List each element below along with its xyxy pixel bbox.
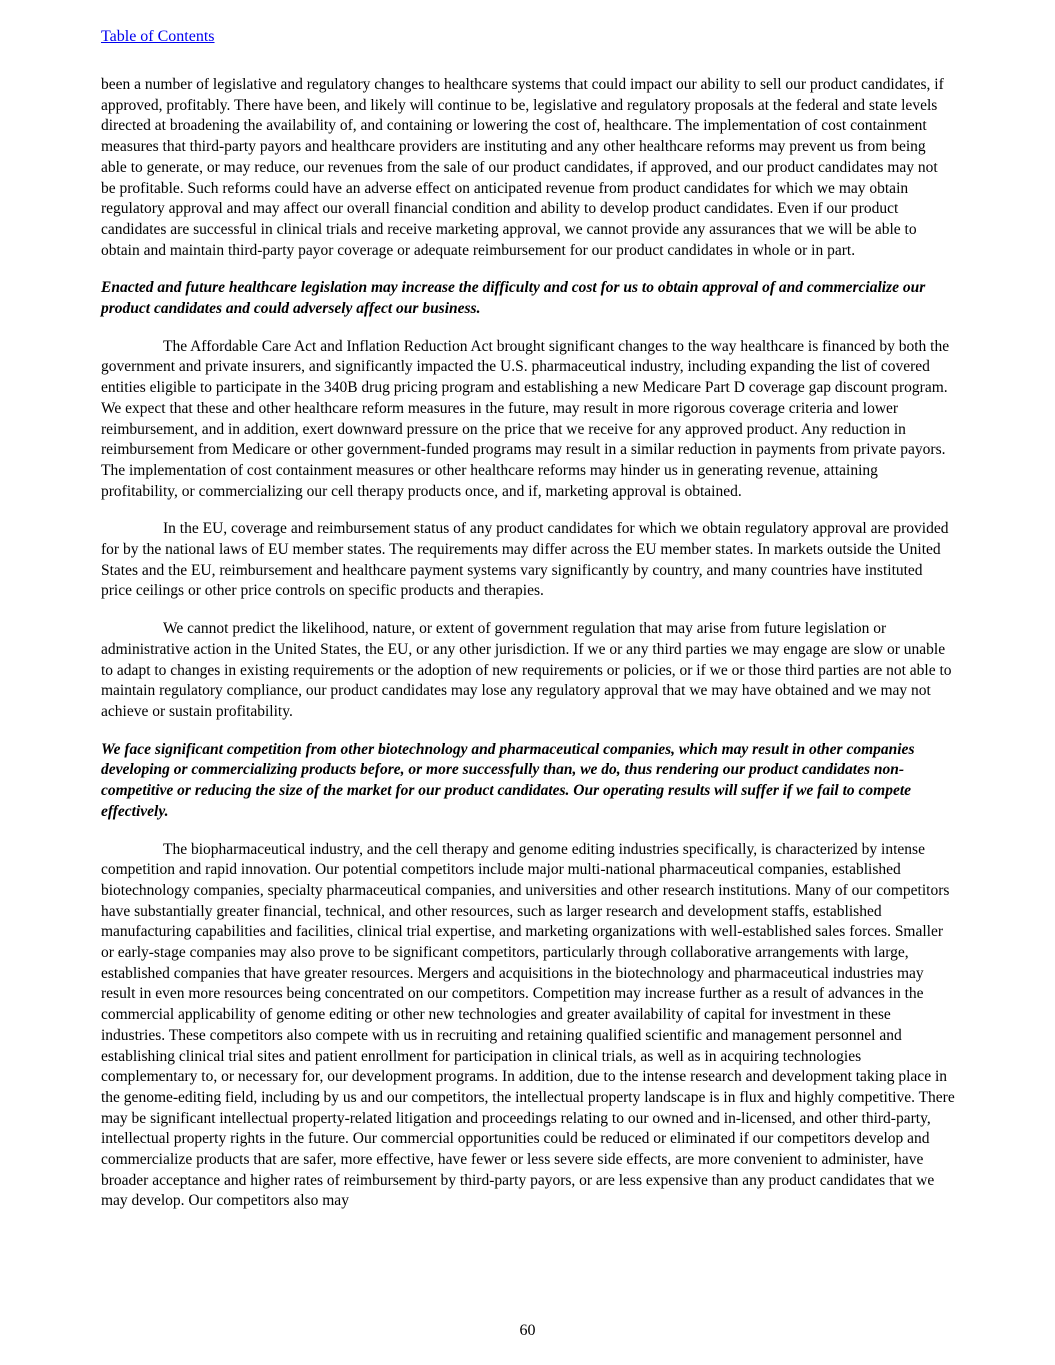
paragraph-government-regulation: We cannot predict the likelihood, nature, or extent of government regulation that may arise from future legislation or administrative action in the United States, the EU, or any other jurisdiction. If we or any third parties we may engage are slow or unable to adapt to changes in existing requirements or the adoption of new requirements or policies, or if we or those third parties are not able to maintain regulatory compliance, our product candidates may lose any regulatory approval that we may have obtained and we may not achieve or sustain profitability. <box>101 620 952 720</box>
paragraph-competition-details: The biopharmaceutical industry, and the cell therapy and genome editing industries specifically, is characterized by intense competition and rapid innovation. Our potential competitors include major multi-national pharmaceutical companies, established biotechnology companies, specialty pharmaceutical companies, and universities and other research institutions. Many of our competitors have substantially greater financial, technical, and other resources, such as larger research and development staffs, established manufacturing capabilities and facilities, clinical trial expertise, and marketing organizations with well-established sales forces. Smaller or early-stage companies may also prove to be significant competitors, particularly through collaborative arrangements with large, established companies that have greater resources. Mergers and acquisitions in the biotechnology and pharmaceutical industries may result in even more resources being concentrated on our competitors. Competition may increase further as a result of advances in the commercial applicability of genome editing or other new technologies and greater availability of capital for investment in these industries. These competitors also compete with us in recruiting and retaining qualified scientific and management personnel and establishing clinical trial sites and patient enrollment for participation in clinical trials, as well as in acquiring technologies complementary to, or necessary for, our development programs. In addition, due to the intense research and development taking place in the genome-editing field, including by us and our competitors, the intellectual property landscape is in flux and highly competitive. There may be significant intellectual property-related litigation and proceedings relating to our owned and in-licensed, and other third-party, intellectual property rights in the future. Our commercial opportunities could be reduced or eliminated if our competitors develop and commercialize products that are safer, more effective, have fewer or less severe side effects, are more convenient to administer, have broader acceptance and higher rates of reimbursement by third-party payors, or are less expensive than any product candidates that we may develop. Our competitors also may <box>101 840 955 1210</box>
paragraph-eu-reimbursement: In the EU, coverage and reimbursement status of any product candidates for which we obtain regulatory approval are provided for by the national laws of EU member states. The requirements may differ across the EU member states. In markets outside the United States and the EU, reimbursement and healthcare payment systems vary significantly by country, and many countries have instituted price ceilings or other price controls on specific products and therapies. <box>101 520 949 600</box>
paragraph-healthcare-changes: been a number of legislative and regulatory changes to healthcare systems that could impact our ability to sell our product candidates, if approved, profitably. There have been, and likely will continue to be, legislative and regulatory proposals at the federal and state levels directed at broadening the availability of, and containing or lowering the cost of, healthcare. The implementation of cost containment measures that third-party payors and healthcare providers are instituting and any other healthcare reforms may prevent us from being able to generate, or may reduce, our revenues from the sale of our product candidates, if approved, and our product candidates may not be profitable. Such reforms could have an adverse effect on anticipated revenue from product candidates for which we may obtain regulatory approval and may affect our overall financial condition and ability to develop product candidates. Even if our product candidates are successful in clinical trials and receive marketing approval, we cannot provide any assurances that we will be able to obtain and maintain third-party payor coverage or adequate reimbursement for our product candidates in whole or in part. <box>101 76 944 259</box>
document-body <box>101 75 955 1229</box>
table-of-contents-link[interactable]: Table of Contents <box>101 28 215 45</box>
section-heading-competition: We face significant competition from other biotechnology and pharmaceutical companies, which may result in other companies developing or commercializing products before, or more successfully than, we do, thus rendering our product candidates non-competitive or reducing the size of the market for our product candidates. Our operating results will suffer if we fail to compete effectively. <box>101 740 915 820</box>
section-heading-healthcare-legislation: Enacted and future healthcare legislation may increase the difficulty and cost for us to obtain approval of and commercialize our product candidates and could adversely affect our business. <box>101 279 926 318</box>
paragraph-affordable-care-act: The Affordable Care Act and Inflation Reduction Act brought significant changes to the way healthcare is financed by both the government and private insurers, and significantly impacted the U.S. pharmaceutical industry, including expanding the list of covered entities eligible to participate in the 340B drug pricing program and establishing a new Medicare Part D coverage gap discount program. We expect that these and other healthcare reform measures in the future, may result in more rigorous coverage criteria and lower reimbursement, and in addition, exert downward pressure on the price that we receive for any approved product. Any reduction in reimbursement from Medicare or other government-funded programs may result in a similar reduction in payments from private payors. The implementation of cost containment measures or other healthcare reforms may hinder us in generating revenue, attaining profitability, or commercializing our cell therapy products once, and if, marketing approval is obtained. <box>101 337 950 500</box>
page-number: 60 <box>519 1322 536 1339</box>
